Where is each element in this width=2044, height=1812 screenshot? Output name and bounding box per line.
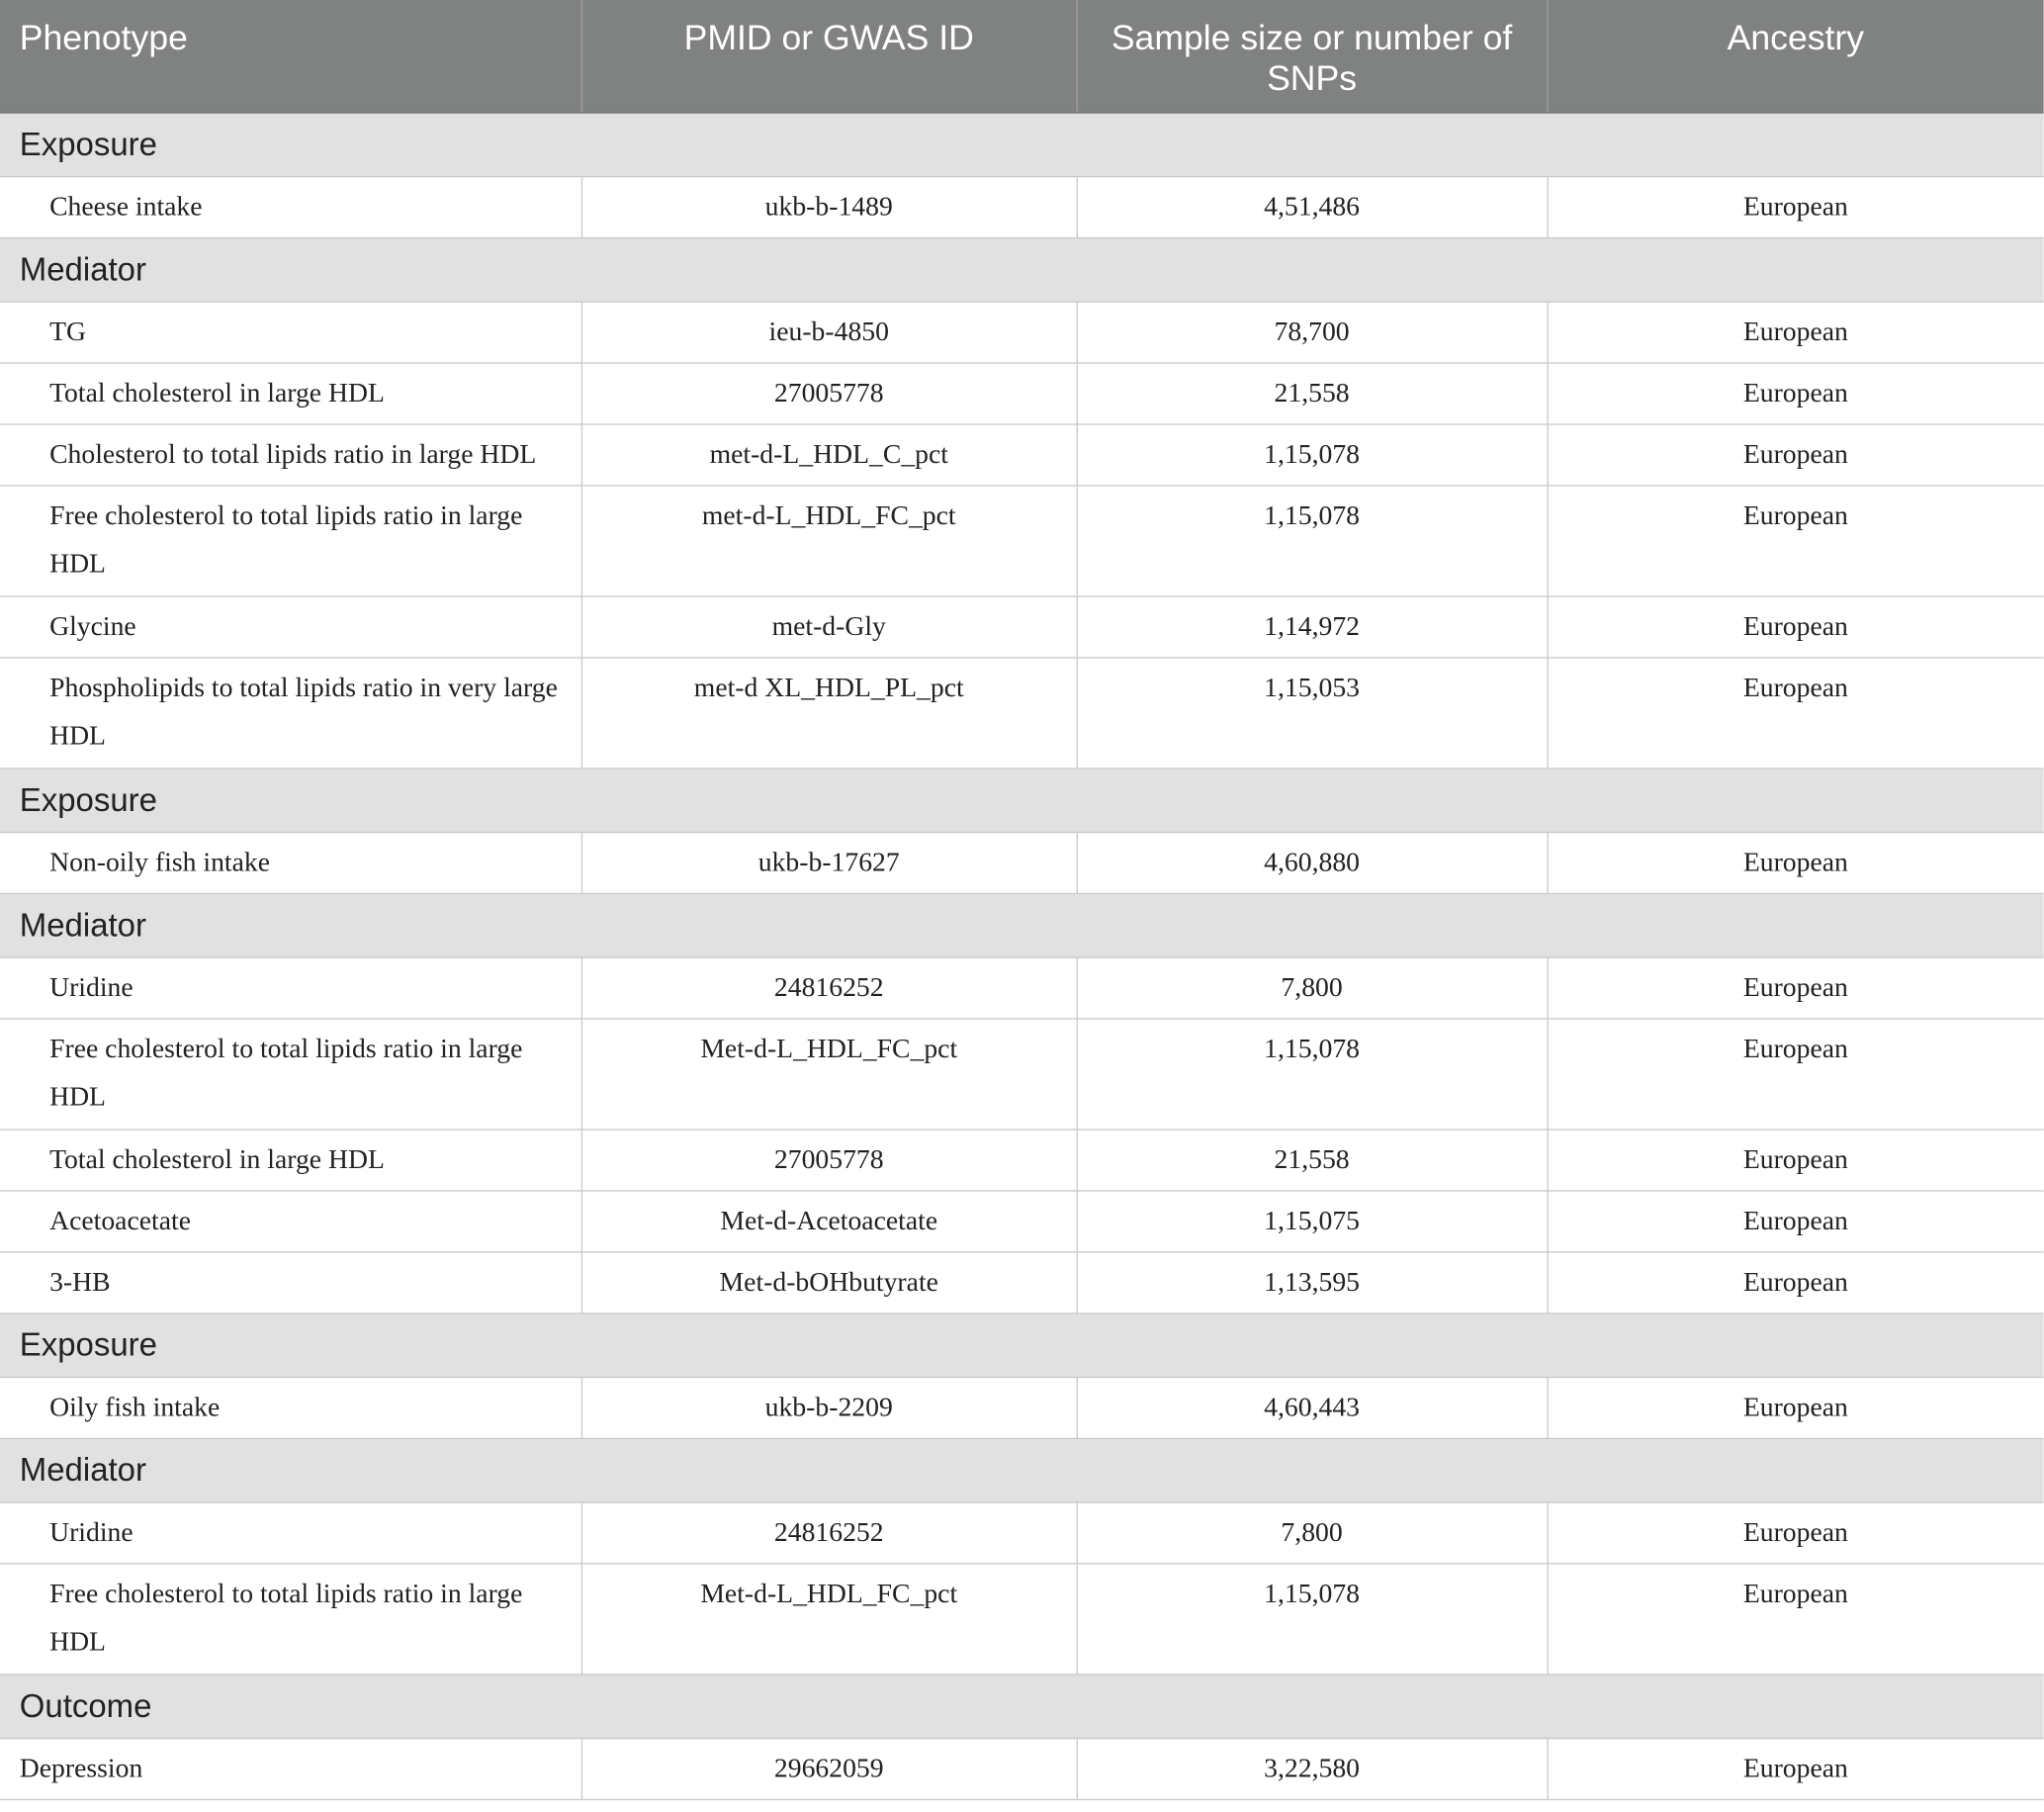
table-row xyxy=(0,957,2044,1019)
cell-sample-size: 3,22,580 xyxy=(1077,1739,1548,1800)
cell-pmid-gwas-id: ukb-b-17627 xyxy=(581,833,1077,894)
cell-phenotype: Uridine xyxy=(0,1502,581,1564)
table-row xyxy=(0,363,2044,424)
cell-ancestry: European xyxy=(1547,1377,2043,1438)
cell-sample-size: 7,800 xyxy=(1077,957,1548,1019)
section-row-outcome xyxy=(0,1675,2044,1739)
cell-phenotype: Free cholesterol to total lipids ratio in large HDL xyxy=(0,1019,581,1130)
section-row-mediator xyxy=(0,893,2044,957)
cell-sample-size: 1,15,053 xyxy=(1077,658,1548,769)
cell-pmid-gwas-id: met-d-Gly xyxy=(581,596,1077,658)
cell-pmid-gwas-id: 27005778 xyxy=(581,1130,1077,1191)
cell-sample-size: 1,15,078 xyxy=(1077,1019,1548,1130)
cell-phenotype: Cholesterol to total lipids ratio in large HDL xyxy=(0,424,581,486)
header-phenotype: Phenotype xyxy=(0,0,581,113)
cell-pmid-gwas-id: Met-d-Acetoacetate xyxy=(581,1191,1077,1252)
section-row-exposure xyxy=(0,769,2044,833)
cell-phenotype: Phospholipids to total lipids ratio in very large HDL xyxy=(0,658,581,769)
cell-sample-size: 4,51,486 xyxy=(1077,177,1548,238)
cell-phenotype: Cheese intake xyxy=(0,177,581,238)
cell-phenotype: Free cholesterol to total lipids ratio in large HDL xyxy=(0,1564,581,1675)
cell-sample-size: 1,15,078 xyxy=(1077,424,1548,486)
cell-sample-size: 1,15,078 xyxy=(1077,486,1548,596)
section-label: Mediator xyxy=(0,1438,2044,1502)
table-row xyxy=(0,486,2044,596)
section-label: Mediator xyxy=(0,238,2044,303)
cell-ancestry: European xyxy=(1547,363,2043,424)
table-row xyxy=(0,1019,2044,1130)
table-row xyxy=(0,177,2044,238)
cell-pmid-gwas-id: ukb-b-1489 xyxy=(581,177,1077,238)
cell-sample-size: 1,13,595 xyxy=(1077,1252,1548,1314)
section-label: Outcome xyxy=(0,1675,2044,1739)
cell-ancestry: European xyxy=(1547,1191,2043,1252)
cell-ancestry: European xyxy=(1547,1502,2043,1564)
table-row xyxy=(0,302,2044,363)
cell-sample-size: 4,60,443 xyxy=(1077,1377,1548,1438)
cell-phenotype: Total cholesterol in large HDL xyxy=(0,1130,581,1191)
cell-ancestry: European xyxy=(1547,177,2043,238)
cell-ancestry: European xyxy=(1547,833,2043,894)
header-sample-size: Sample size or number of SNPs xyxy=(1077,0,1548,113)
table-row xyxy=(0,1130,2044,1191)
cell-ancestry: European xyxy=(1547,1130,2043,1191)
table-row xyxy=(0,1377,2044,1438)
table-row xyxy=(0,1502,2044,1564)
cell-sample-size: 7,800 xyxy=(1077,1502,1548,1564)
cell-pmid-gwas-id: met-d XL_HDL_PL_pct xyxy=(581,658,1077,769)
table-row xyxy=(0,596,2044,658)
cell-sample-size: 4,60,880 xyxy=(1077,833,1548,894)
cell-pmid-gwas-id: 29662059 xyxy=(581,1739,1077,1800)
section-label: Exposure xyxy=(0,1314,2044,1378)
section-row-exposure xyxy=(0,1314,2044,1378)
section-row-exposure xyxy=(0,113,2044,177)
cell-ancestry: European xyxy=(1547,486,2043,596)
cell-phenotype: Depression xyxy=(0,1739,581,1800)
table-row xyxy=(0,1252,2044,1314)
cell-ancestry: European xyxy=(1547,658,2043,769)
cell-sample-size: 21,558 xyxy=(1077,1130,1548,1191)
section-label: Exposure xyxy=(0,769,2044,833)
cell-sample-size: 1,14,972 xyxy=(1077,596,1548,658)
cell-sample-size: 1,15,078 xyxy=(1077,1564,1548,1675)
cell-ancestry: European xyxy=(1547,424,2043,486)
table-row xyxy=(0,1191,2044,1252)
cell-phenotype: Free cholesterol to total lipids ratio in large HDL xyxy=(0,486,581,596)
cell-pmid-gwas-id: met-d-L_HDL_C_pct xyxy=(581,424,1077,486)
cell-phenotype: Total cholesterol in large HDL xyxy=(0,363,581,424)
section-label: Exposure xyxy=(0,113,2044,177)
section-row-mediator xyxy=(0,1438,2044,1502)
cell-phenotype: 3-HB xyxy=(0,1252,581,1314)
cell-phenotype: Non-oily fish intake xyxy=(0,833,581,894)
table-row xyxy=(0,833,2044,894)
cell-ancestry: European xyxy=(1547,1019,2043,1130)
cell-pmid-gwas-id: Met-d-bOHbutyrate xyxy=(581,1252,1077,1314)
cell-sample-size: 1,15,075 xyxy=(1077,1191,1548,1252)
cell-phenotype: Acetoacetate xyxy=(0,1191,581,1252)
cell-ancestry: European xyxy=(1547,302,2043,363)
cell-pmid-gwas-id: ieu-b-4850 xyxy=(581,302,1077,363)
cell-pmid-gwas-id: ukb-b-2209 xyxy=(581,1377,1077,1438)
cell-pmid-gwas-id: 24816252 xyxy=(581,957,1077,1019)
cell-pmid-gwas-id: 27005778 xyxy=(581,363,1077,424)
table-row xyxy=(0,1739,2044,1800)
cell-phenotype: Glycine xyxy=(0,596,581,658)
table-row xyxy=(0,658,2044,769)
section-label: Mediator xyxy=(0,893,2044,957)
cell-pmid-gwas-id: 24816252 xyxy=(581,1502,1077,1564)
cell-ancestry: European xyxy=(1547,1739,2043,1800)
cell-phenotype: Uridine xyxy=(0,957,581,1019)
cell-ancestry: European xyxy=(1547,1252,2043,1314)
header-row xyxy=(0,0,2044,113)
cell-phenotype: Oily fish intake xyxy=(0,1377,581,1438)
cell-pmid-gwas-id: Met-d-L_HDL_FC_pct xyxy=(581,1019,1077,1130)
table-body xyxy=(0,113,2044,1799)
cell-ancestry: European xyxy=(1547,957,2043,1019)
table-row xyxy=(0,424,2044,486)
cell-pmid-gwas-id: met-d-L_HDL_FC_pct xyxy=(581,486,1077,596)
table-row xyxy=(0,1564,2044,1675)
cell-pmid-gwas-id: Met-d-L_HDL_FC_pct xyxy=(581,1564,1077,1675)
cell-sample-size: 78,700 xyxy=(1077,302,1548,363)
cell-sample-size: 21,558 xyxy=(1077,363,1548,424)
header-ancestry: Ancestry xyxy=(1547,0,2043,113)
header-pmid-gwas-id: PMID or GWAS ID xyxy=(581,0,1077,113)
cell-phenotype: TG xyxy=(0,302,581,363)
cell-ancestry: European xyxy=(1547,1564,2043,1675)
section-row-mediator xyxy=(0,238,2044,303)
cell-ancestry: European xyxy=(1547,596,2043,658)
